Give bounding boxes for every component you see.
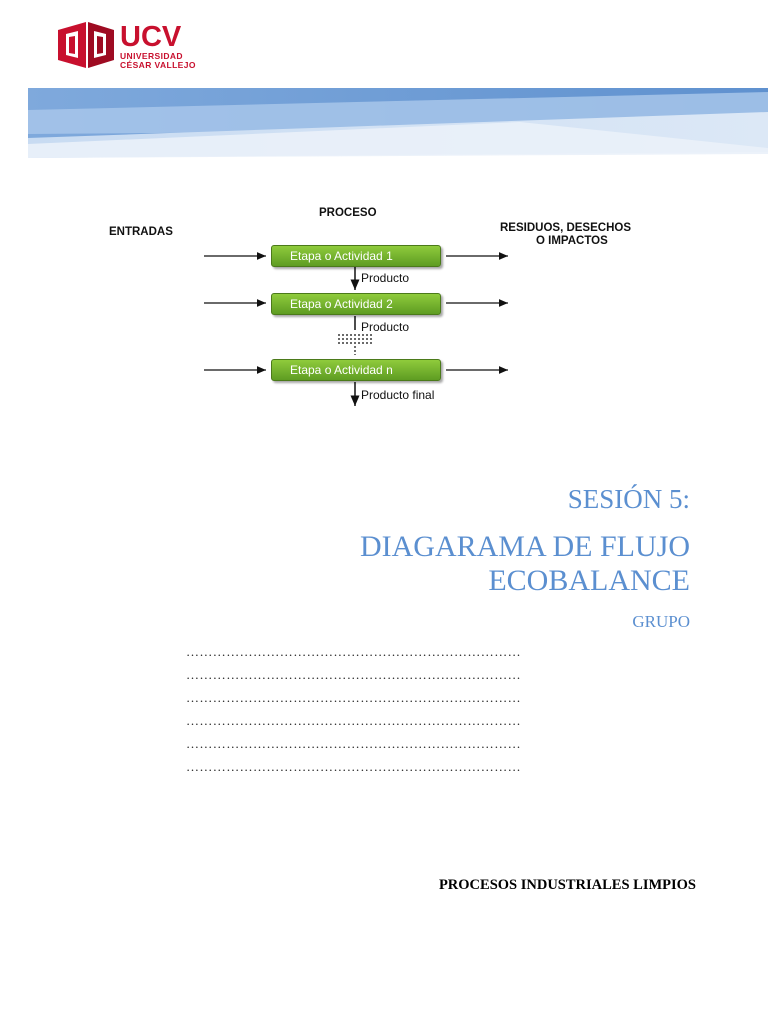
dotted-line: ………………………………………………………………… (186, 736, 521, 751)
course-name: PROCESOS INDUSTRIALES LIMPIOS (438, 877, 696, 893)
stage-box-1: Etapa o Actividad 1 (271, 245, 441, 267)
title-line-1: DIAGARAMA DE FLUJO (359, 530, 690, 563)
title-line-2: ECOBALANCE (488, 564, 690, 597)
logo-name: CÉSAR VALLEJO (120, 60, 196, 70)
grupo-label: GRUPO (632, 612, 690, 631)
dotted-line: ………………………………………………………………… (186, 713, 521, 728)
process-flow-diagram (0, 0, 768, 440)
logo-university: UNIVERSIDAD (120, 51, 183, 61)
stage-box-2: Etapa o Actividad 2 (271, 293, 441, 315)
residuos-label-line1: RESIDUOS, DESECHOS (500, 222, 631, 234)
session-heading: SESIÓN 5: (567, 484, 690, 514)
residuos-label-line2: O IMPACTOS (536, 235, 608, 247)
product-label-2: Producto (361, 320, 410, 334)
dotted-line: ………………………………………………………………… (186, 644, 521, 659)
title-block (360, 482, 690, 632)
proceso-label: PROCESO (319, 207, 377, 219)
dotted-line: ………………………………………………………………… (186, 667, 521, 682)
product-final-label: Producto final (361, 388, 435, 402)
product-label-1: Producto (361, 271, 410, 285)
dotted-line: ………………………………………………………………… (186, 690, 521, 705)
logo-abbr: UCV (120, 21, 182, 53)
dotted-line: ………………………………………………………………… (186, 759, 521, 774)
group-members-lines (186, 640, 521, 778)
entradas-label: ENTRADAS (109, 226, 173, 238)
stage-box-n: Etapa o Actividad n (271, 359, 441, 381)
